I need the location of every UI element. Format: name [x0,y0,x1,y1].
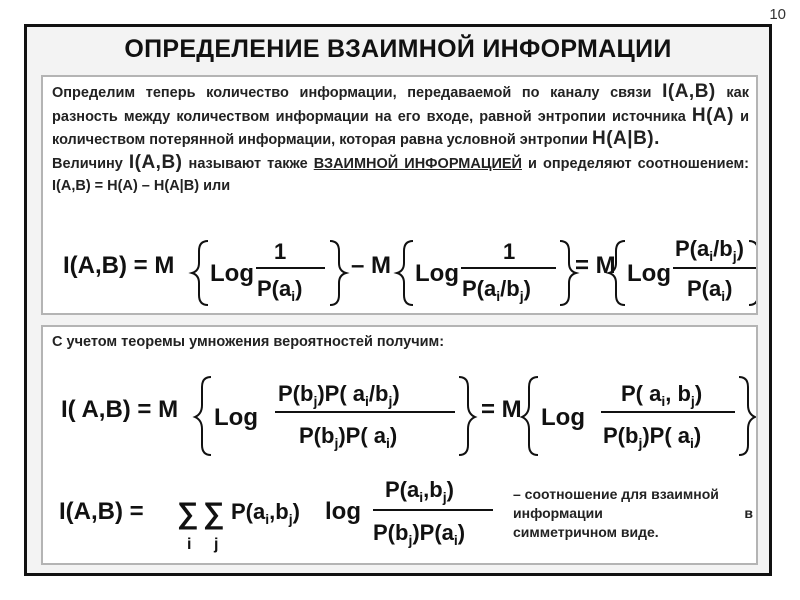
denominator-text: $P(a_i)$ [257,276,303,304]
definition-text [52,81,749,198]
left-brace [522,377,538,455]
formula-lhs: I( A,B) = M [61,396,179,423]
numerator-one: 1 [274,239,287,264]
definition-panel [41,75,758,315]
text-span: и определяют соотношением: [521,155,749,172]
note-line: – соотношение для взаимной [513,486,719,502]
page-number: 10 [769,6,786,23]
section-heading: С учетом теоремы умножения вероятностей получим: [52,334,445,350]
symmetric-note [505,485,753,542]
text-span: Величину [52,155,129,172]
denominator-text: $P(a_i/b_j)$ [462,276,531,304]
right-brace [459,377,475,455]
equals-m: = M [575,252,616,279]
formula-lhs: I(A,B) = M [63,252,175,279]
left-brace [195,377,211,455]
denominator-text: $P(b_j)P(a_i)$ [373,520,466,548]
left-brace [397,241,413,305]
formula-inline: I(A,B) [128,151,183,173]
sum-index: j [214,536,219,553]
term-highlight: ВЗАИМНОЙ ИНФОРМАЦИЕЙ [313,155,522,172]
note-line [505,504,753,523]
note-word: в [744,505,753,521]
log-label: Log [627,260,671,287]
right-brace [739,377,755,455]
text-span: и количеством потерянной информации, которая равна условной энтропии [52,108,749,148]
text-span: или [199,178,231,194]
numerator-one: 1 [503,239,516,264]
formula-inline: I(A,B) [662,81,716,102]
numerator-text: P( $a_i$, $b_j$) [621,381,703,409]
left-brace [609,241,625,305]
log-label: Log [210,260,254,287]
multiplication-panel [41,325,758,565]
text-span: как разность между количеством информации на его входе, равной энтропии источника [52,85,750,125]
denominator-text: $P(a_i)$ [687,276,733,304]
text-span: Определим теперь количество информации, передаваемой по каналу связи [52,85,663,101]
formula-inline: H(A) [691,104,734,126]
slide-frame [24,24,772,576]
sum-symbol: ∑ [177,497,199,530]
formula-inline: H(A|B). [591,128,660,149]
note-word: информации [513,505,603,521]
log-label: Log [214,404,258,431]
formula-mutual-info-1 [43,223,756,313]
formula-inline-small: I(A,B) = H(A) – H(A|B) [52,178,200,194]
text-span: называют также [182,155,314,172]
log-label: Log [415,260,459,287]
log-label: Log [541,404,585,431]
joint-probability: $P(a_i,b_j)$ [231,499,300,527]
denominator-text: $P(b_j)P$( $a_i$) [299,423,398,451]
right-brace [330,241,346,305]
slide-title: ОПРЕДЕЛЕНИЕ ВЗАИМНОЙ ИНФОРМАЦИИ [124,35,672,63]
formula-mutual-info-symmetric [43,467,503,563]
left-brace [192,241,208,305]
sum-index: i [187,536,192,553]
equals-m: = M [481,396,522,423]
formula-mutual-info-2 [43,359,756,459]
formula-lhs: I(A,B) = [59,498,144,525]
log-label: log [325,498,361,525]
right-brace [560,241,576,305]
numerator-text: $P(a_i/b_j)$ [675,236,744,264]
numerator-text: $P(a_i,b_j)$ [385,477,454,505]
denominator-text: $P(b_j)P$( $a_i$) [603,423,702,451]
note-line: симметричном виде. [513,524,659,540]
minus-m: – M [351,252,392,279]
numerator-text: $P(b_j)P$( $a_i/b_j$) [278,381,400,409]
right-brace [749,241,756,305]
sum-symbol: ∑ [203,497,225,530]
